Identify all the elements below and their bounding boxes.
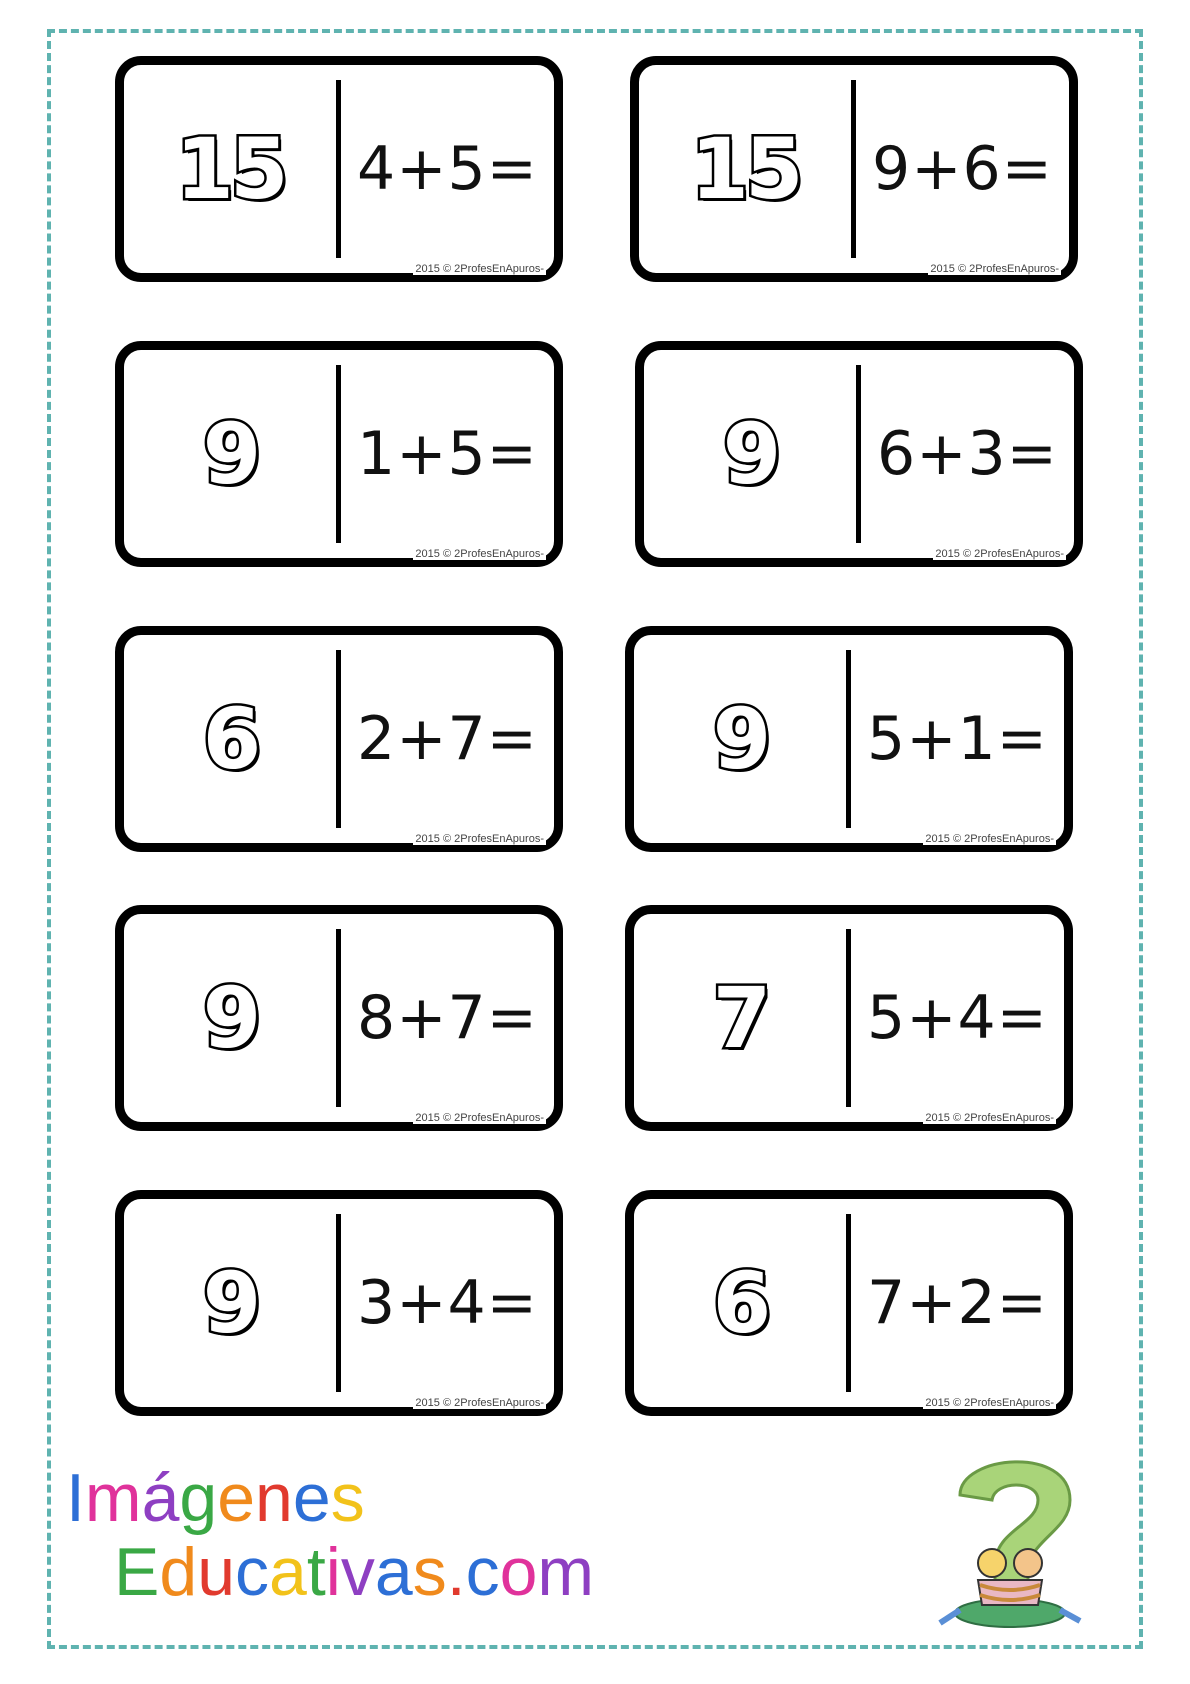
logo-letter: c [465, 1534, 500, 1610]
domino-card [625, 905, 1073, 1131]
domino-card [115, 1190, 563, 1416]
domino-card [625, 626, 1073, 852]
domino-card [115, 341, 563, 567]
logo-letter: c [235, 1534, 270, 1610]
logo-letter: E [114, 1534, 160, 1610]
logo-line-2 [114, 1534, 594, 1610]
domino-credit: 2015 © 2ProfesEnApuros- [415, 1397, 544, 1409]
domino-credit: 2015 © 2ProfesEnApuros- [925, 1397, 1054, 1409]
logo-letter: m [537, 1534, 595, 1610]
logo-line-1 [66, 1460, 365, 1536]
domino-credit: 2015 © 2ProfesEnApuros- [935, 548, 1064, 560]
site-logo [66, 1460, 706, 1630]
domino-number: 9 [202, 969, 258, 1067]
logo-letter: i [325, 1534, 341, 1610]
domino-sum: 7+2= [867, 1268, 1048, 1338]
domino-card [635, 341, 1083, 567]
domino-sum: 2+7= [357, 704, 538, 774]
domino-sum: 9+6= [872, 134, 1053, 204]
logo-letter: a [374, 1534, 413, 1610]
domino-credit: 2015 © 2ProfesEnApuros- [415, 548, 544, 560]
domino-sum: 5+1= [867, 704, 1048, 774]
domino-number: 6 [712, 1254, 768, 1352]
logo-letter: n [255, 1460, 293, 1536]
logo-letter: v [340, 1534, 375, 1610]
logo-letter: e [217, 1460, 256, 1536]
domino-sum: 4+5= [357, 134, 538, 204]
logo-letter: u [197, 1534, 236, 1610]
logo-letter: s [412, 1534, 447, 1610]
domino-credit: 2015 © 2ProfesEnApuros- [925, 1112, 1054, 1124]
domino-sum: 8+7= [357, 983, 538, 1053]
domino-credit: 2015 © 2ProfesEnApuros- [415, 263, 544, 275]
logo-letter: a [269, 1534, 307, 1610]
domino-card [115, 905, 563, 1131]
domino-sum: 5+4= [867, 983, 1048, 1053]
domino-number: 6 [202, 690, 258, 788]
domino-number: 9 [722, 405, 778, 503]
domino-number: 15 [690, 120, 800, 218]
domino-sum: 6+3= [877, 419, 1058, 489]
logo-letter: s [330, 1460, 365, 1536]
logo-letter: á [141, 1460, 180, 1536]
logo-letter: e [292, 1460, 331, 1536]
domino-card [115, 626, 563, 852]
logo-letter: o [499, 1534, 538, 1610]
domino-credit: 2015 © 2ProfesEnApuros- [925, 833, 1054, 845]
domino-number: 9 [202, 405, 258, 503]
domino-card [625, 1190, 1073, 1416]
domino-sum: 3+4= [357, 1268, 538, 1338]
logo-letter: I [66, 1460, 85, 1536]
domino-sum: 1+5= [357, 419, 538, 489]
domino-number: 9 [202, 1254, 258, 1352]
logo-letter: g [179, 1460, 218, 1536]
domino-number: 15 [175, 120, 285, 218]
domino-card [115, 56, 563, 282]
domino-credit: 2015 © 2ProfesEnApuros- [930, 263, 1059, 275]
logo-letter: t [306, 1534, 326, 1610]
domino-credit: 2015 © 2ProfesEnApuros- [415, 833, 544, 845]
domino-number: 7 [712, 969, 768, 1067]
domino-credit: 2015 © 2ProfesEnApuros- [415, 1112, 544, 1124]
domino-number: 9 [712, 690, 768, 788]
question-mark-mascot-icon [920, 1445, 1110, 1635]
logo-letter: d [159, 1534, 198, 1610]
domino-card [630, 56, 1078, 282]
logo-letter: . [446, 1534, 466, 1610]
logo-letter: m [84, 1460, 142, 1536]
mascot-illustration [920, 1445, 1110, 1635]
